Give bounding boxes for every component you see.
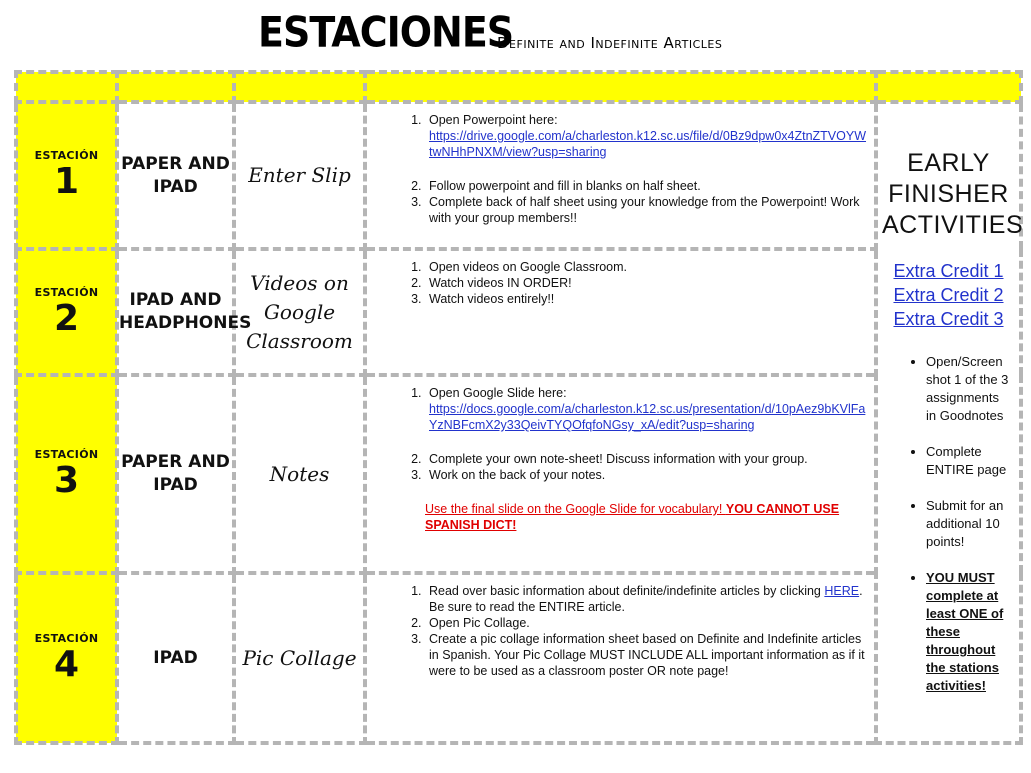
header-cell [234,72,365,102]
station-4-cell [16,573,117,743]
station-number: 3 [53,459,80,501]
instruction-item: 2. Watch videos IN ORDER! [425,275,868,291]
instruction-item [425,385,868,451]
vocabulary-warning [373,501,868,533]
station-label: ESTACIÓN [34,285,99,299]
station-2-activity: Videos on Google Classroom [234,249,365,375]
instruction-item: 2. Follow powerpoint and fill in blanks on half sheet. [425,178,868,194]
station-row-4 [16,573,1021,743]
instruction-item: 3. Watch videos entirely!! [425,291,868,307]
extra-credit-2-link[interactable]: Extra Credit 2 [893,285,1004,305]
extra-credit-1-link[interactable]: Extra Credit 1 [893,261,1004,281]
header-cell [365,72,876,102]
station-3-materials: PAPER AND IPAD [117,375,234,573]
instruction-item: 3. Complete back of half sheet using your knowledge from the Powerpoint! Work with your group members!! [425,194,868,226]
extra-credit-3-link[interactable]: Extra Credit 3 [893,309,1004,329]
instruction-text: Open Google Slide here: [429,386,567,400]
station-label: ESTACIÓN [34,447,99,461]
extra-credit-links [882,259,1015,331]
station-row-1 [16,102,1021,249]
instruction-item: 2. Open Pic Collage. [425,615,868,631]
instruction-item: 1. Open videos on Google Classroom. [425,259,868,275]
page-subtitle: Definite and Indefinite Articles [497,34,723,52]
instruction-item: 2. Complete your own note-sheet! Discuss information with your group. [425,451,868,467]
station-1-materials: PAPER AND IPAD [117,102,234,249]
header-row [16,72,1021,102]
warning-bold-text: YOU CANNOT USE SPANISH DICT! [425,502,840,532]
instruction-item: 3. Create a pic collage information sheet based on Definite and Indefinite articles in Spanish. Your Pic Collage MUST INCLUDE ALL important information as if it were to be used as a classroom poster OR note page! [425,631,868,679]
instruction-text: . Be sure to read the ENTIRE article. [429,584,863,614]
early-finisher-item: • Submit for an additional 10 points! [926,497,1015,551]
station-4-instructions [365,573,876,743]
header-cell [876,72,1021,102]
instruction-item: 3. Work on the back of your notes. [425,467,868,483]
station-4-materials: IPAD [117,573,234,743]
header-cell [16,72,117,102]
station-label: ESTACIÓN [34,631,99,645]
station-2-cell [16,249,117,375]
google-slide-link[interactable]: https://docs.google.com/a/charleston.k12.sc.us/presentation/d/10pAez9bKVlFaYzNBFcmX2y33QeivTYQOfqfoNGsy_xA/edit?usp=sharing [429,402,866,432]
powerpoint-link[interactable]: https://drive.google.com/a/charleston.k12.sc.us/file/d/0Bz9dpw0x4ZtnZTVOYWtwNHhPNXM/view?usp=sharing [429,129,867,159]
station-label: ESTACIÓN [34,149,99,162]
station-3-instructions [365,375,876,573]
station-4-activity: Pic Collage [234,573,365,743]
early-finisher-title: EARLY FINISHER ACTIVITIES [882,149,1024,239]
station-2-instructions [365,249,876,375]
station-1-instructions [365,102,876,249]
station-1-cell [16,102,117,249]
warning-text: Use the final slide on the Google Slide for vocabulary! [425,502,726,516]
station-3-activity: Notes [234,375,365,573]
station-row-2 [16,249,1021,375]
early-finisher-panel [876,102,1024,743]
station-1-activity: Enter Slip [234,102,365,249]
instruction-text: Open Powerpoint here: [429,113,558,127]
station-number: 4 [53,643,80,685]
header-cell [117,72,234,102]
here-link[interactable]: HERE [824,584,860,598]
instruction-item [425,112,868,178]
station-3-cell [16,375,117,573]
station-2-materials: IPAD AND HEADPHONES [117,249,234,375]
station-row-3 [16,375,1021,573]
early-finisher-item: • Open/Screen shot 1 of the 3 assignments in Goodnotes [926,353,1015,425]
stations-table [14,70,1023,745]
early-finisher-requirement: • YOU MUST complete at least ONE of these throughout the stations activities! [926,569,1015,695]
station-number: 2 [53,297,80,339]
station-number: 1 [53,161,80,202]
early-finisher-item: • Complete ENTIRE page [926,443,1015,479]
instruction-text: Read over basic information about definite/indefinite articles by clicking [429,584,825,598]
page-title: ESTACIONES [258,7,514,57]
early-finisher-list [882,353,1015,695]
instruction-item [425,583,868,615]
